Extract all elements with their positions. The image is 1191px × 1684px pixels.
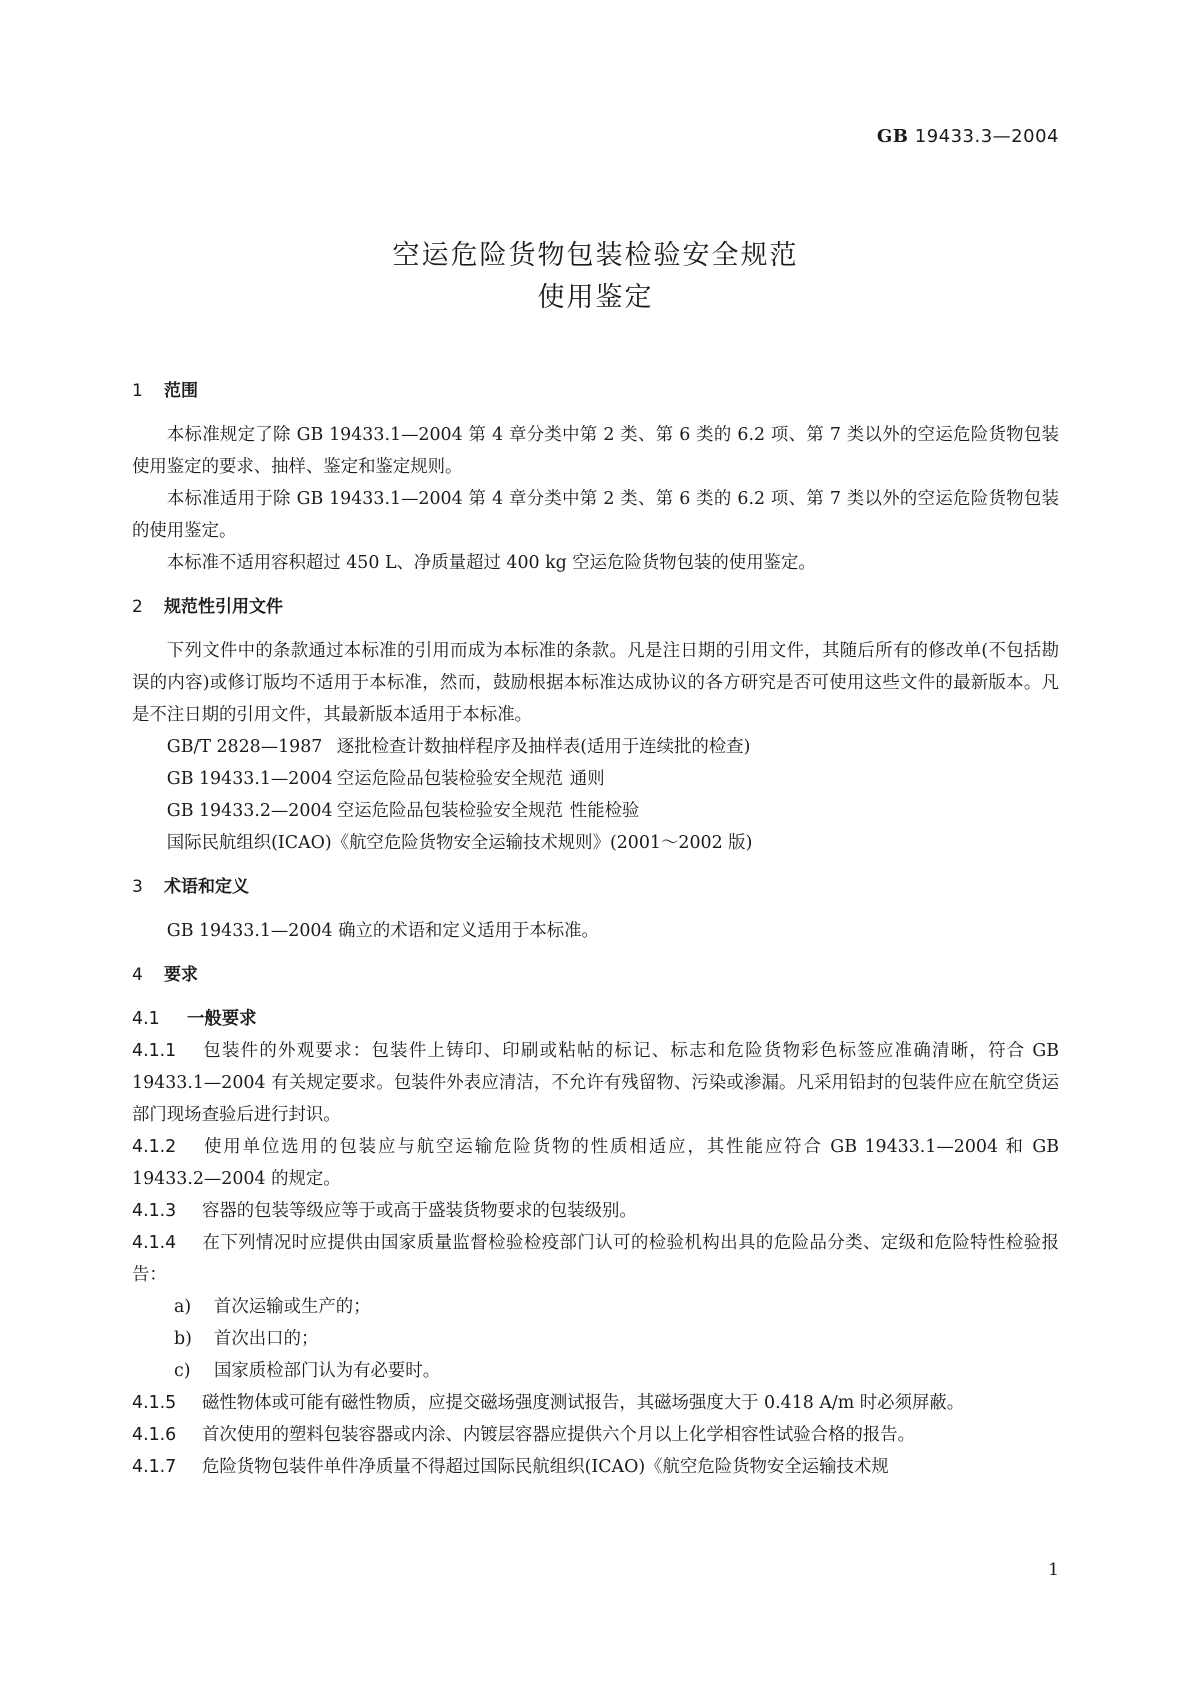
reference-code: GB 19433.2—2004 (166, 801, 333, 821)
list-item (132, 1355, 1059, 1387)
section-heading-1 (132, 375, 1059, 407)
document-body (132, 375, 1059, 1483)
document-subtitle: 使用鉴定 (537, 282, 654, 313)
list-item-label: c) (174, 1361, 191, 1381)
clause-4-1-5 (132, 1387, 1059, 1419)
clause-4-1-6 (132, 1419, 1059, 1451)
document-title: 空运危险货物包装检验安全规范 (392, 240, 799, 271)
standard-number (877, 126, 1059, 147)
section-heading-3 (132, 871, 1059, 903)
list-item-text: 首次运输或生产的； (214, 1297, 371, 1317)
section-title: 规范性引用文件 (164, 597, 283, 617)
reference-item (132, 795, 1059, 827)
clause-4-1-4 (132, 1227, 1059, 1291)
paragraph: GB 19433.1—2004 确立的术语和定义适用于本标准。 (166, 921, 599, 941)
paragraph: 本标准规定了除 GB 19433.1—2004 第 4 章分类中第 2 类、第 6 类的 6.2 项、第 7 类以外的空运危险货物包装使用鉴定的要求、抽样、鉴定和鉴定规则。 (132, 425, 1059, 477)
clause-text: 使用单位选用的包装应与航空运输危险货物的性质相适应，其性能应符合 GB 19433.1—2004 和 GB 19433.2—2004 的规定。 (132, 1137, 1059, 1189)
clause-number: 4.1.2 (132, 1137, 177, 1157)
section-title: 范围 (164, 381, 198, 401)
list-item-label: a) (174, 1297, 192, 1317)
reference-code: GB/T 2828—1987 (166, 737, 323, 757)
clause-4-1-2 (132, 1131, 1059, 1195)
section-number: 3 (132, 877, 143, 897)
section-number: 1 (132, 381, 143, 401)
clause-text: 磁性物体或可能有磁性物质，应提交磁场强度测试报告，其磁场强度大于 0.418 A/m 时必须屏蔽。 (202, 1393, 965, 1413)
reference-name: 逐批检查计数抽样程序及抽样表(适用于连续批的检查) (336, 737, 751, 757)
list-item-text: 首次出口的； (214, 1329, 319, 1349)
clause-number: 4.1.6 (132, 1425, 177, 1445)
clause-4-1-7 (132, 1451, 1059, 1483)
clause-number: 4.1.4 (132, 1233, 177, 1253)
section-heading-2 (132, 591, 1059, 623)
clause-4-1-3 (132, 1195, 1059, 1227)
list-item-text: 国家质检部门认为有必要时。 (214, 1361, 441, 1381)
paragraph: 下列文件中的条款通过本标准的引用而成为本标准的条款。凡是注日期的引用文件，其随后所有的修改单(不包括勘误的内容)或修订版均不适用于本标准，然而，鼓励根据本标准达成协议的各方研究是否可使用这些文件的最新版本。凡是不注日期的引用文件，其最新版本适用于本标准。 (132, 641, 1059, 725)
subsection-heading (132, 1003, 1059, 1035)
reference-item (132, 763, 1059, 795)
list-item-label: b) (174, 1329, 192, 1349)
reference-part: 性能检验 (569, 801, 640, 821)
paragraph: 本标准不适用容积超过 450 L、净质量超过 400 kg 空运危险货物包装的使用鉴定。 (166, 553, 816, 573)
reference-code: GB 19433.1—2004 (166, 769, 333, 789)
standard-code: 19433.3—2004 (914, 126, 1059, 147)
section-number: 4 (132, 965, 143, 985)
list-item (132, 1323, 1059, 1355)
paragraph: 本标准适用于除 GB 19433.1—2004 第 4 章分类中第 2 类、第 6 类的 6.2 项、第 7 类以外的空运危险货物包装的使用鉴定。 (132, 489, 1059, 541)
clause-text: 在下列情况时应提供由国家质量监督检验检疫部门认可的检验机构出具的危险品分类、定级和危险特性检验报告： (132, 1233, 1059, 1285)
clause-number: 4.1.1 (132, 1041, 177, 1061)
reference-name: 空运危险品包装检验安全规范 (336, 801, 563, 821)
reference-item (132, 731, 1059, 763)
subsection-title: 一般要求 (187, 1009, 257, 1029)
standard-prefix: GB (876, 126, 909, 147)
clause-number: 4.1.7 (132, 1457, 177, 1477)
clause-text: 容器的包装等级应等于或高于盛装货物要求的包装级别。 (202, 1201, 637, 1221)
clause-text: 包装件的外观要求：包装件上铸印、印刷或粘帖的标记、标志和危险货物彩色标签应准确清晰，符合 GB 19433.1—2004 有关规定要求。包装件外表应清洁，不允许有残留物、污染或渗漏。凡采用铅封的包装件应在航空货运部门现场查验后进行封识。 (132, 1041, 1059, 1125)
page-number: 1 (1048, 1560, 1059, 1580)
reference-item: 国际民航组织(ICAO)《航空危险货物安全运输技术规则》(2001～2002 版) (166, 833, 753, 853)
clause-text: 首次使用的塑料包装容器或内涂、内镀层容器应提供六个月以上化学相容性试验合格的报告。 (202, 1425, 916, 1445)
reference-part: 通则 (569, 769, 605, 789)
section-heading-4 (132, 959, 1059, 991)
clause-number: 4.1.5 (132, 1393, 177, 1413)
reference-name: 空运危险品包装检验安全规范 (336, 769, 563, 789)
clause-text: 危险货物包装件单件净质量不得超过国际民航组织(ICAO)《航空危险货物安全运输技术规 (202, 1457, 889, 1477)
clause-number: 4.1.3 (132, 1201, 177, 1221)
subsection-number: 4.1 (132, 1009, 160, 1029)
list-item (132, 1291, 1059, 1323)
section-title: 术语和定义 (164, 877, 249, 897)
section-title: 要求 (164, 965, 198, 985)
section-number: 2 (132, 597, 143, 617)
clause-4-1-1 (132, 1035, 1059, 1131)
